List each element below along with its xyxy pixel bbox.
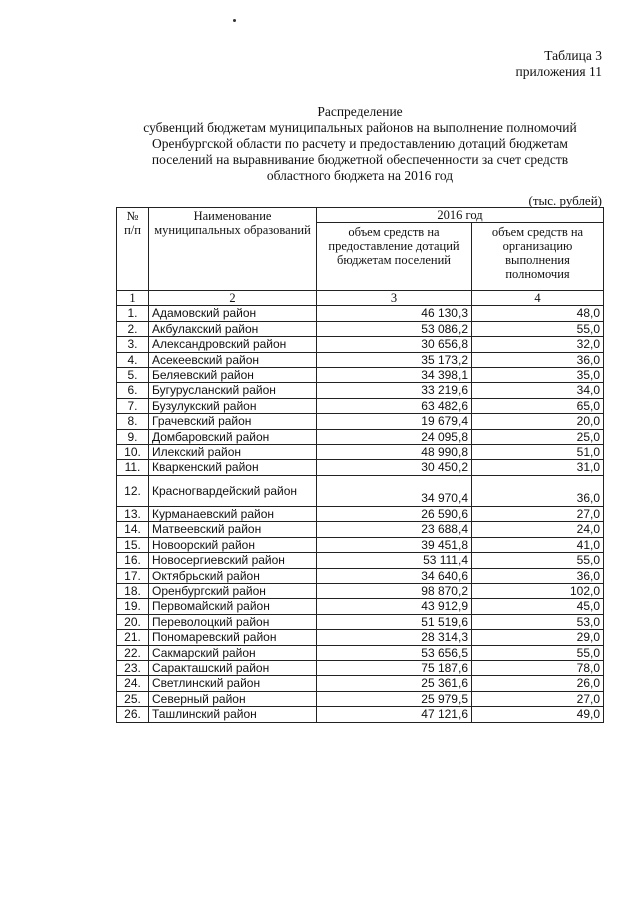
district-name: Бузулукский район <box>149 398 317 413</box>
subsidy-amount: 34 398,1 <box>317 368 472 383</box>
header-name: Наименование муниципальных образований <box>149 208 317 291</box>
table-row <box>117 537 604 552</box>
table-reference <box>515 48 602 80</box>
authority-amount: 102,0 <box>472 583 604 598</box>
authority-amount: 35,0 <box>472 368 604 383</box>
authority-amount: 36,0 <box>472 475 604 506</box>
row-number: 9. <box>117 429 149 444</box>
subsidy-amount: 23 688,4 <box>317 522 472 537</box>
row-number: 3. <box>117 337 149 352</box>
table-row <box>117 553 604 568</box>
subsidy-amount: 48 990,8 <box>317 445 472 460</box>
units-label: (тыс. рублей) <box>528 193 602 208</box>
authority-amount: 55,0 <box>472 553 604 568</box>
row-number: 5. <box>117 368 149 383</box>
authority-amount: 48,0 <box>472 306 604 321</box>
district-name: Матвеевский район <box>149 522 317 537</box>
subsidy-amount: 33 219,6 <box>317 383 472 398</box>
table-row <box>117 429 604 444</box>
subsidy-amount: 34 640,6 <box>317 568 472 583</box>
authority-amount: 53,0 <box>472 614 604 629</box>
subsidy-amount: 63 482,6 <box>317 398 472 413</box>
authority-amount: 27,0 <box>472 506 604 521</box>
column-number: 3 <box>317 291 472 306</box>
district-name: Первомайский район <box>149 599 317 614</box>
table-row <box>117 568 604 583</box>
table-row <box>117 475 604 506</box>
title-line-3: Оренбургской области по расчету и предоставлению дотаций бюджетам <box>152 136 568 151</box>
district-name: Северный район <box>149 691 317 706</box>
title-line-1: Распределение <box>317 104 403 119</box>
subsidy-amount: 30 450,2 <box>317 460 472 475</box>
subsidy-amount: 25 979,5 <box>317 691 472 706</box>
table-row <box>117 306 604 321</box>
authority-amount: 32,0 <box>472 337 604 352</box>
table-row <box>117 630 604 645</box>
district-name: Кваркенский район <box>149 460 317 475</box>
subsidy-amount: 19 679,4 <box>317 414 472 429</box>
table-row <box>117 368 604 383</box>
table-row <box>117 352 604 367</box>
district-name: Адамовский район <box>149 306 317 321</box>
district-name: Бугурусланский район <box>149 383 317 398</box>
district-name: Красногвардейский район <box>149 475 317 506</box>
district-name: Переволоцкий район <box>149 614 317 629</box>
district-name: Илекский район <box>149 445 317 460</box>
authority-amount: 31,0 <box>472 460 604 475</box>
authority-amount: 51,0 <box>472 445 604 460</box>
row-number: 13. <box>117 506 149 521</box>
district-name: Саракташский район <box>149 660 317 675</box>
subsidy-amount: 43 912,9 <box>317 599 472 614</box>
table-row <box>117 614 604 629</box>
scan-speck <box>233 19 236 22</box>
title-line-2: субвенций бюджетам муниципальных районов на выполнение полномочий <box>143 120 577 135</box>
subsidy-amount: 47 121,6 <box>317 707 472 722</box>
table-row <box>117 599 604 614</box>
row-number: 26. <box>117 707 149 722</box>
authority-amount: 49,0 <box>472 707 604 722</box>
row-number: 15. <box>117 537 149 552</box>
authority-amount: 55,0 <box>472 645 604 660</box>
district-name: Сакмарский район <box>149 645 317 660</box>
row-number: 21. <box>117 630 149 645</box>
authority-amount: 27,0 <box>472 691 604 706</box>
table-row <box>117 676 604 691</box>
subsidy-amount: 28 314,3 <box>317 630 472 645</box>
district-name: Оренбургский район <box>149 583 317 598</box>
column-number-row <box>117 291 604 306</box>
document-title <box>118 104 602 184</box>
header-col-4: объем средств на организацию выполнения полномочия <box>472 223 604 291</box>
subsidy-amount: 53 111,4 <box>317 553 472 568</box>
subsidy-amount: 35 173,2 <box>317 352 472 367</box>
subsidy-amount: 53 086,2 <box>317 321 472 336</box>
district-name: Акбулакский район <box>149 321 317 336</box>
row-number: 16. <box>117 553 149 568</box>
row-number: 18. <box>117 583 149 598</box>
row-number: 11. <box>117 460 149 475</box>
row-number: 23. <box>117 660 149 675</box>
authority-amount: 45,0 <box>472 599 604 614</box>
row-number: 17. <box>117 568 149 583</box>
district-name: Новосергиевский район <box>149 553 317 568</box>
row-number: 2. <box>117 321 149 336</box>
column-number: 2 <box>149 291 317 306</box>
subsidy-amount: 98 870,2 <box>317 583 472 598</box>
district-name: Ташлинский район <box>149 707 317 722</box>
row-number: 6. <box>117 383 149 398</box>
table-row <box>117 660 604 675</box>
row-number: 19. <box>117 599 149 614</box>
district-name: Беляевский район <box>149 368 317 383</box>
table-row <box>117 414 604 429</box>
table-row <box>117 522 604 537</box>
district-name: Пономаревский район <box>149 630 317 645</box>
table-row <box>117 383 604 398</box>
table-row <box>117 645 604 660</box>
subsidy-amount: 26 590,6 <box>317 506 472 521</box>
row-number: 12. <box>117 475 149 506</box>
authority-amount: 29,0 <box>472 630 604 645</box>
table-row <box>117 707 604 722</box>
row-number: 20. <box>117 614 149 629</box>
title-line-5: областного бюджета на 2016 год <box>266 168 454 183</box>
subsidy-amount: 39 451,8 <box>317 537 472 552</box>
row-number: 10. <box>117 445 149 460</box>
subsidy-amount: 30 656,8 <box>317 337 472 352</box>
district-name: Октябрьский район <box>149 568 317 583</box>
row-number: 4. <box>117 352 149 367</box>
authority-amount: 65,0 <box>472 398 604 413</box>
district-name: Новоорский район <box>149 537 317 552</box>
row-number: 8. <box>117 414 149 429</box>
subsidy-amount: 53 656,5 <box>317 645 472 660</box>
row-number: 7. <box>117 398 149 413</box>
header-year: 2016 год <box>317 208 604 223</box>
district-name: Светлинский район <box>149 676 317 691</box>
column-number: 1 <box>117 291 149 306</box>
row-number: 22. <box>117 645 149 660</box>
table-row <box>117 321 604 336</box>
authority-amount: 41,0 <box>472 537 604 552</box>
authority-amount: 55,0 <box>472 321 604 336</box>
subsidy-amount: 34 970,4 <box>317 475 472 506</box>
column-number: 4 <box>472 291 604 306</box>
header-number: № п/п <box>117 208 149 291</box>
district-name: Курманаевский район <box>149 506 317 521</box>
row-number: 24. <box>117 676 149 691</box>
subsidy-amount: 51 519,6 <box>317 614 472 629</box>
appendix-label: приложения 11 <box>515 64 602 79</box>
table-row <box>117 445 604 460</box>
table-row <box>117 506 604 521</box>
table-row <box>117 691 604 706</box>
district-name: Домбаровский район <box>149 429 317 444</box>
district-name: Александровский район <box>149 337 317 352</box>
distribution-table <box>116 207 604 723</box>
table-row <box>117 583 604 598</box>
authority-amount: 24,0 <box>472 522 604 537</box>
table-row <box>117 337 604 352</box>
authority-amount: 36,0 <box>472 352 604 367</box>
district-name: Асекеевский район <box>149 352 317 367</box>
authority-amount: 26,0 <box>472 676 604 691</box>
title-line-4: поселений на выравнивание бюджетной обеспеченности за счет средств <box>151 152 569 167</box>
subsidy-amount: 75 187,6 <box>317 660 472 675</box>
row-number: 14. <box>117 522 149 537</box>
authority-amount: 36,0 <box>472 568 604 583</box>
district-name: Грачевский район <box>149 414 317 429</box>
authority-amount: 20,0 <box>472 414 604 429</box>
row-number: 1. <box>117 306 149 321</box>
authority-amount: 34,0 <box>472 383 604 398</box>
table-row <box>117 398 604 413</box>
header-col-3: объем средств на предоставление дотаций бюджетам поселений <box>317 223 472 291</box>
table-row <box>117 460 604 475</box>
row-number: 25. <box>117 691 149 706</box>
subsidy-amount: 24 095,8 <box>317 429 472 444</box>
subsidy-amount: 25 361,6 <box>317 676 472 691</box>
subsidy-amount: 46 130,3 <box>317 306 472 321</box>
authority-amount: 25,0 <box>472 429 604 444</box>
table-label: Таблица 3 <box>544 48 602 63</box>
authority-amount: 78,0 <box>472 660 604 675</box>
